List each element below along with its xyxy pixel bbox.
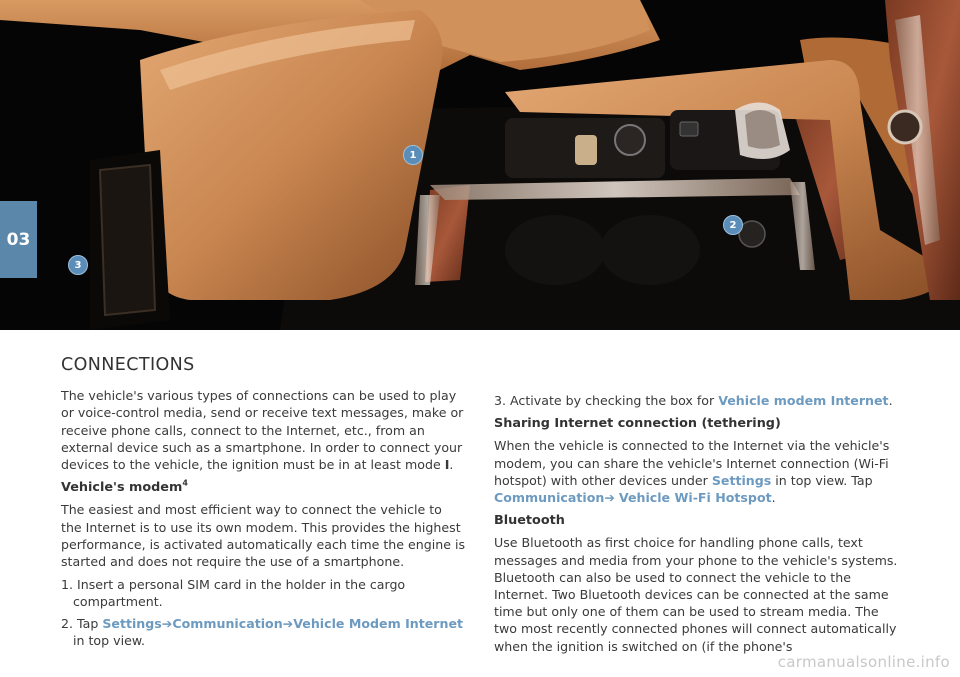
console-illustration	[0, 0, 960, 330]
footnote-marker: 4	[182, 478, 188, 488]
vehicle-modem-internet-option[interactable]: Vehicle modem Internet	[718, 393, 889, 408]
step-1: 1. Insert a personal SIM card in the holder in the cargo compartment.	[61, 577, 406, 610]
center-console-photo	[0, 0, 960, 330]
modem-paragraph: The easiest and most efficient way to connect the vehicle to the Internet is to use its own modem. This provides the highest performance, is activated automatically each time the engine is started and does not require the use of a smartphone.	[61, 502, 466, 570]
ignition-mode: I	[444, 457, 450, 473]
step-3	[494, 392, 904, 409]
intro-end: .	[449, 457, 454, 473]
watermark: carmanualsonline.info	[777, 653, 950, 671]
right-column	[494, 392, 904, 661]
vehicle-wifi-hotspot-link[interactable]: Vehicle Wi-Fi Hotspot	[618, 490, 772, 506]
step-2-prefix: 2. Tap	[61, 615, 103, 631]
intro-text: The vehicle's various types of connections can be used to play or voice-control media, send or receive text messages, make or receive phone calls, connect to the Internet, etc., from an external device such as a smartphone. In order to connect your devices to the vehicle, the ignition must be in at least mode	[61, 388, 464, 473]
arrow-right-icon: ➔	[161, 615, 173, 631]
tethering-end: .	[771, 490, 776, 506]
intro-paragraph	[61, 387, 466, 473]
modem-heading-text: Vehicle's modem	[61, 480, 183, 496]
step-3-suffix: .	[888, 393, 893, 408]
left-column	[61, 357, 466, 653]
communication-link[interactable]: Communication	[494, 490, 605, 506]
step-2-suffix: in top view.	[73, 632, 145, 648]
tethering-paragraph	[494, 437, 904, 506]
callout-3: 3	[68, 255, 88, 275]
tethering-heading: Sharing Internet connection (tethering)	[494, 416, 781, 432]
arrow-right-icon: ➔	[604, 490, 615, 506]
bluetooth-paragraph: Use Bluetooth as first choice for handling phone calls, text messages and media from your phone to the vehicle's systems. Bluetooth can also be used to connect the vehicle to the Internet. Two Bluetooth devices can be connected at the same time but only one of them can be used to stream media. The two most recently connected phones will connect automatically when the ignition is switched on (if the phone's	[494, 535, 898, 654]
step-2	[61, 615, 466, 649]
step-3-prefix: 3. Activate by checking the box for	[494, 393, 719, 408]
section-title: CONNECTIONS	[61, 355, 195, 375]
arrow-right-icon: ➔	[282, 615, 294, 631]
vehicle-modem-internet-link[interactable]: Vehicle Modem Internet	[293, 615, 464, 631]
callout-2: 2	[723, 215, 743, 235]
settings-link[interactable]: Settings	[711, 472, 772, 488]
tethering-text-a: When the vehicle is connected to the Internet via the vehicle's modem, you can share the vehicle's Internet connection (Wi-Fi hotspot) with other devices under	[494, 438, 890, 488]
chapter-tab: 03	[0, 201, 37, 278]
callout-1: 1	[403, 145, 423, 165]
bluetooth-heading: Bluetooth	[494, 513, 565, 529]
modem-heading	[61, 479, 466, 496]
tethering-text-b: in top view. Tap	[771, 472, 873, 488]
settings-link[interactable]: Settings	[102, 615, 162, 631]
communication-link[interactable]: Communication	[172, 615, 283, 631]
